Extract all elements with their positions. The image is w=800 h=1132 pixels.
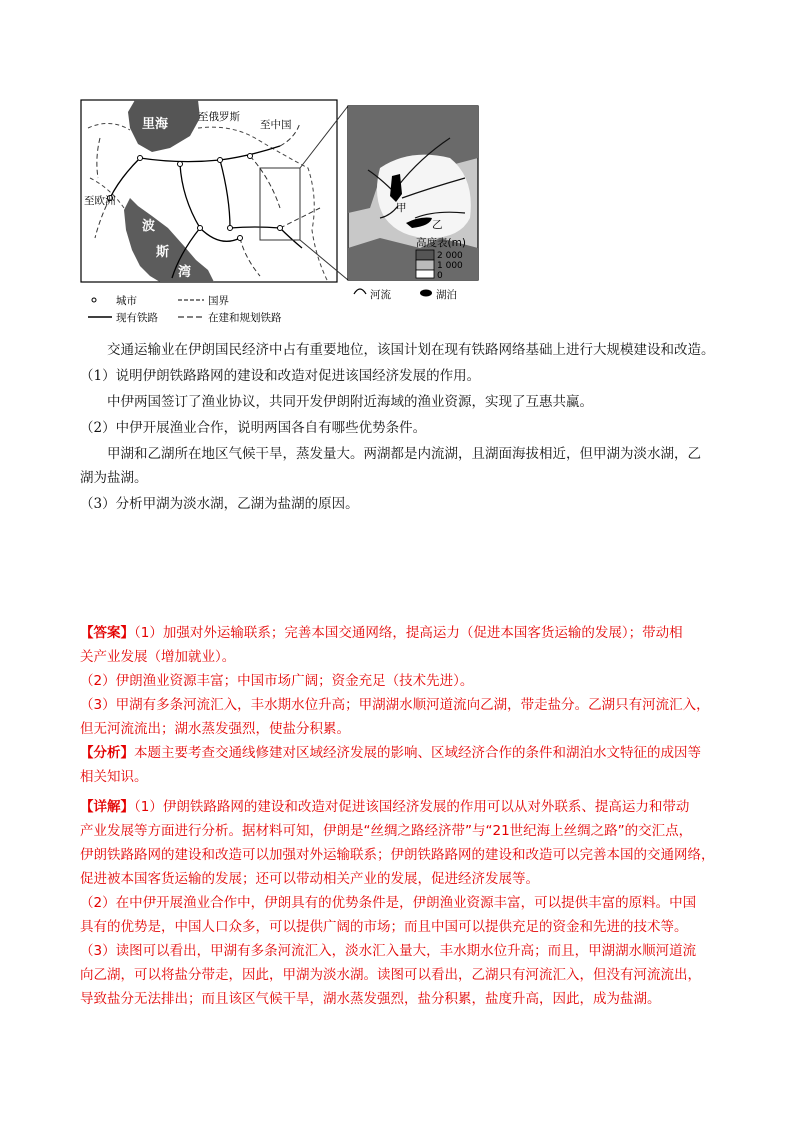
gulf-label-3: 湾 [178,265,192,280]
elev-level-1000: 1 000 [437,261,463,271]
detail-line9: 导致盐分无法排出；而且该区气候干旱，湖水蒸发强烈，盐分积累，盐度升高，因此，成为盐湖。 [80,991,661,1007]
map-figure [80,98,500,328]
detail-line8: 向乙湖，可以将盐分带走，因此，甲湖为淡水湖。读图可以看出，乙湖只有河流汇入，但没有河流流出， [80,967,701,983]
detail-line6: 具有的优势是，中国人口众多，可以提供广阔的市场；而且中国可以提供充足的资金和先进的技术等。 [80,919,688,935]
answer-2: （2）伊朗渔业资源丰富；中国市场广阔；资金充足（技术先进）。 [80,673,474,689]
legend-rail-label: 现有铁路 [116,312,158,324]
detail-line4: 促进被本国客货运输的发展；还可以带动相关产业的发展，促进经济发展等。 [80,871,539,887]
question-2: （2）中伊开展渔业合作，说明两国各自有哪些优势条件。 [80,420,427,436]
analysis-line2: 相关知识。 [80,769,148,785]
gulf-label-1: 波 [142,219,156,234]
to-china-label: 至中国 [260,119,292,131]
elev-low-swatch [416,270,434,278]
answer-1b: 关产业发展（增加就业）。 [80,649,236,665]
elev-level-2000: 2 000 [437,251,463,261]
legend-lake-icon [420,290,432,297]
legend-river-icon [354,289,366,294]
question-1: （1）说明伊朗铁路路网的建设和改造对促进该国经济发展的作用。 [80,368,481,384]
answer-tag: 【答案】 [80,625,134,641]
detail-line1: 【详解】（1）伊朗铁路路网的建设和改造对促进该国经济发展的作用可以从对外联系、提高运力和带动 [80,799,690,815]
to-europe-label: 至欧洲 [84,195,116,207]
legend-city-label: 城市 [116,295,137,307]
detail-line3: 伊朗铁路路网的建设和改造可以加强对外运输联系；伊朗铁路路网的建设和改造可以完善本国的交通网络， [80,847,715,863]
iran-railway-map [80,98,500,328]
elev-mid-swatch [416,260,434,270]
legend-city-icon [92,298,96,302]
detail-line7: （3）读图可以看出，甲湖有多条河流汇入，淡水汇入量大，丰水期水位升高；而且，甲湖湖水顺河道流 [80,943,697,959]
gulf-label-2: 斯 [156,245,170,260]
caspian-label: 里海 [142,117,169,132]
detail-line5: （2）在中伊开展渔业合作中，伊朗具有的优势条件是，伊朗渔业资源丰富，可以提供丰富的原料。中国 [80,895,697,911]
question-intro: 交通运输业在伊朗国民经济中占有重要地位，该国计划在现有铁路网络基础上进行大规模建设和改造。 [107,342,715,358]
elev-high-swatch [416,250,434,260]
detail-tag: 【详解】 [80,799,134,815]
legend-border-label: 国界 [208,295,229,307]
elevation-title: 高度表(m) [416,237,466,249]
analysis-tag: 【分析】 [80,745,134,761]
material-3-line2: 湖为盐湖。 [80,470,148,486]
answer-1a: （1）加强对外运输联系；完善本国交通网络，提高运力（促进本国客货运输的发展）；带动相 [134,625,683,641]
lake-a-label: 甲 [396,202,407,214]
material-2: 中伊两国签订了渔业协议，共同开发伊朗附近海域的渔业资源，实现了互惠共赢。 [107,394,593,410]
answer-line1 [80,622,740,646]
legend-lake-label: 湖泊 [436,289,457,301]
to-russia-label: 至俄罗斯 [198,111,240,123]
answer-3b: 但无河流流出；湖水蒸发强烈，使盐分积累。 [80,721,350,737]
material-3-line1: 甲湖和乙湖所在地区气候干旱，蒸发量大。两湖都是内流湖，且湖面海拔相近，但甲湖为淡水湖，乙 [107,446,701,462]
answer-3a: （3）甲湖有多条河流汇入，丰水期水位升高；甲湖湖水顺河道流向乙湖，带走盐分。乙湖只有河流汇入， [80,697,710,713]
analysis-line1: 【分析】本题主要考查交通线修建对区域经济发展的影响、区域经济合作的条件和湖泊水文特征的成因等 [80,745,701,761]
legend-planned-label: 在建和规划铁路 [208,312,282,324]
detail-line2: 产业发展等方面进行分析。据材料可知，伊朗是“丝绸之路经济带”与“21世纪海上丝绸之路”的交汇点， [80,823,693,839]
legend-river-label: 河流 [370,289,391,301]
elev-level-0: 0 [437,271,443,281]
question-3: （3）分析甲湖为淡水湖，乙湖为盐湖的原因。 [80,496,359,512]
lake-b-label: 乙 [432,219,443,231]
